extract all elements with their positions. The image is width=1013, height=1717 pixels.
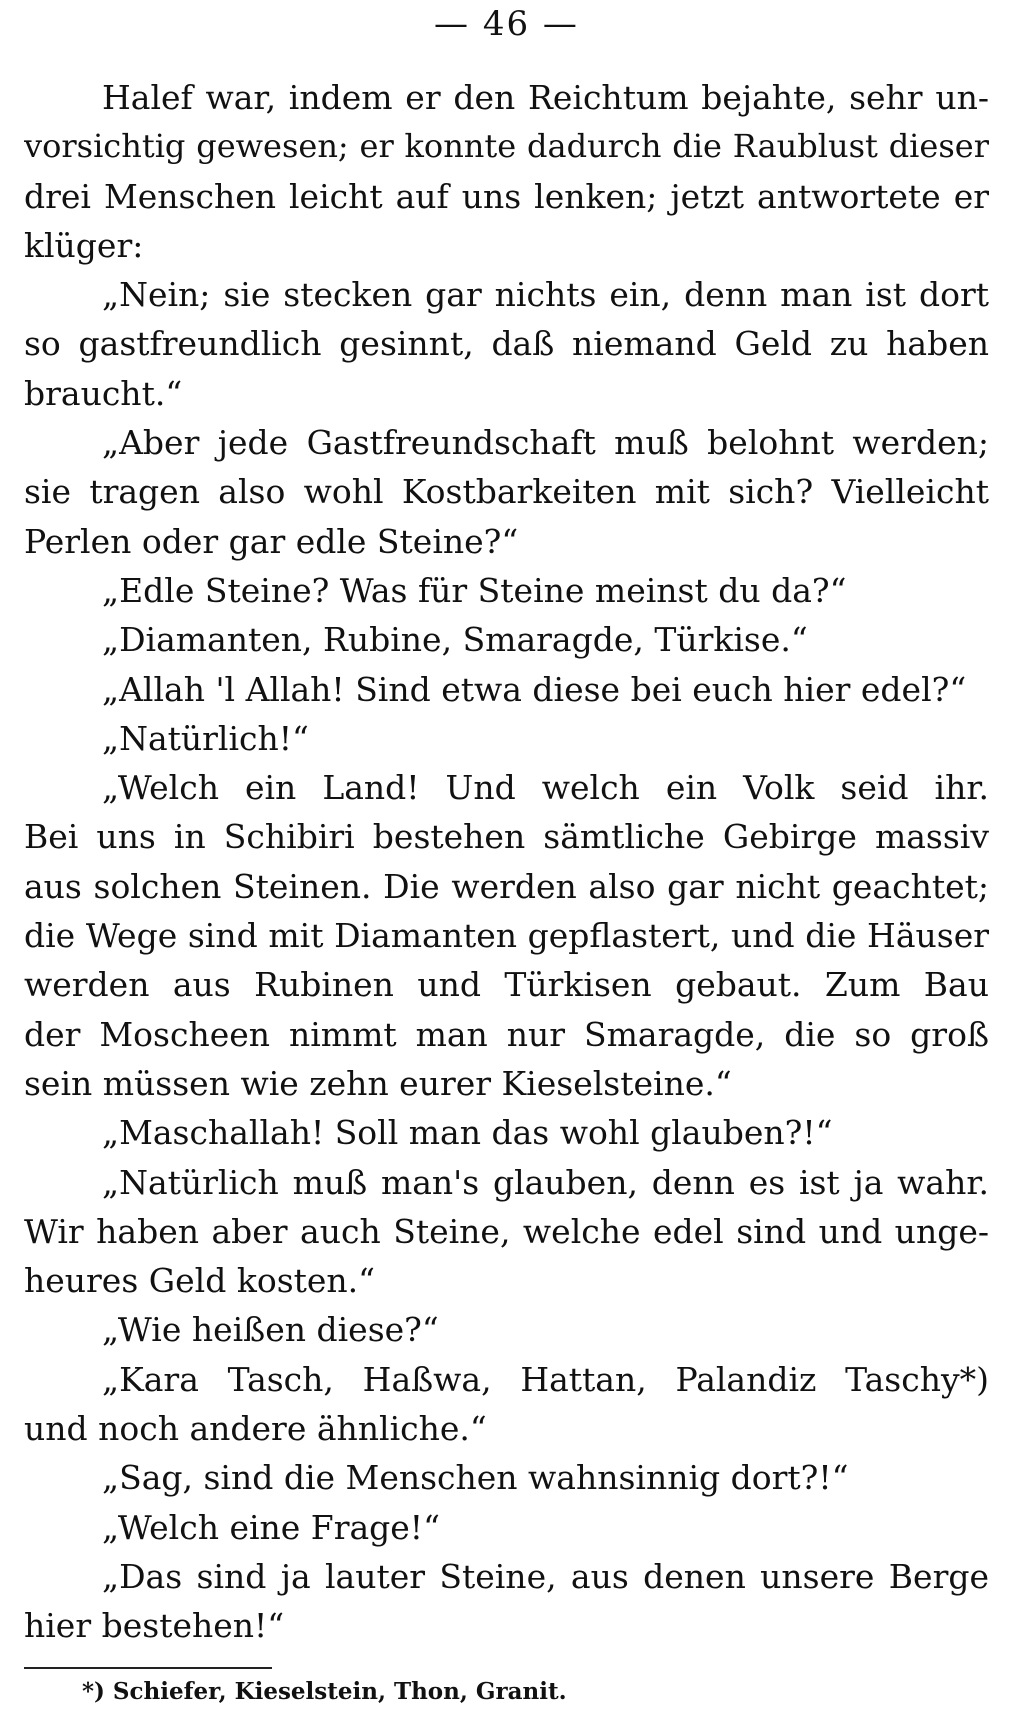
body-text [24, 73, 989, 1651]
text-line: „Wie heißen diese?“ [102, 1310, 439, 1350]
text-line: „Nein; sie stecken gar nichts ein, denn man ist dort [102, 275, 989, 315]
text-line: heures Geld kosten.“ [24, 1261, 376, 1301]
text-line: hier bestehen!“ [24, 1606, 285, 1646]
text-line: „Allah 'l Allah! Sind etwa diese bei euch hier edel?“ [102, 669, 967, 709]
page-number: — 46 — [434, 4, 579, 44]
text-line: „Das sind ja lauter Steine, aus denen unsere Berge [102, 1556, 989, 1596]
text-line: „Edle Steine? Was für Steine meinst du da?“ [102, 570, 847, 610]
text-line: Perlen oder gar edle Steine?“ [24, 521, 519, 561]
text-line: Bei uns in Schibiri bestehen sämtliche Gebirge massiv [24, 817, 989, 857]
text-line: „Maschallah! Soll man das wohl glauben?!“ [102, 1113, 833, 1153]
text-line: drei Menschen leicht auf uns lenken; jetzt antwortete er [24, 176, 989, 216]
text-line: „Welch ein Land! Und welch ein Volk seid ihr. [102, 768, 989, 808]
text-line: vorsichtig gewesen; er konnte dadurch die Raublust dieser [24, 127, 989, 166]
text-line: aus solchen Steinen. Die werden also gar nicht geachtet; [24, 866, 989, 906]
text-line: sein müssen wie zehn eurer Kieselsteine.“ [24, 1063, 732, 1103]
text-line: „Aber jede Gastfreundschaft muß belohnt werden; [102, 423, 989, 463]
text-line: „Natürlich muß man's glauben, denn es ist ja wahr. [102, 1162, 989, 1202]
text-line: werden aus Rubinen und Türkisen gebaut. Zum Bau [24, 965, 989, 1005]
text-line: „Welch eine Frage!“ [102, 1507, 440, 1547]
text-line: klüger: [24, 225, 144, 265]
text-line: so gastfreundlich gesinnt, daß niemand Geld zu haben [24, 324, 989, 364]
footnote-divider [24, 1667, 272, 1669]
text-line: „Natürlich!“ [102, 718, 309, 758]
text-line: Halef war, indem er den Reichtum bejahte, sehr un- [102, 78, 989, 117]
text-line: der Moscheen nimmt man nur Smaragde, die so groß [24, 1014, 989, 1054]
text-line: Wir haben aber auch Steine, welche edel sind und unge- [24, 1211, 989, 1251]
text-line: „Sag, sind die Menschen wahnsinnig dort?!“ [102, 1458, 849, 1498]
text-line: sie tragen also wohl Kostbarkeiten mit sich? Vielleicht [24, 472, 989, 512]
text-line: „Diamanten, Rubine, Smaragde, Türkise.“ [102, 620, 808, 660]
text-line: und noch andere ähnliche.“ [24, 1409, 487, 1449]
footnote: *) Schiefer, Kieselstein, Thon, Granit. [82, 1678, 567, 1705]
text-line: braucht.“ [24, 373, 183, 413]
text-line: die Wege sind mit Diamanten gepflastert, und die Häuser [24, 916, 989, 956]
text-line: „Kara Tasch, Haßwa, Hattan, Palandiz Taschy*) [102, 1359, 989, 1399]
